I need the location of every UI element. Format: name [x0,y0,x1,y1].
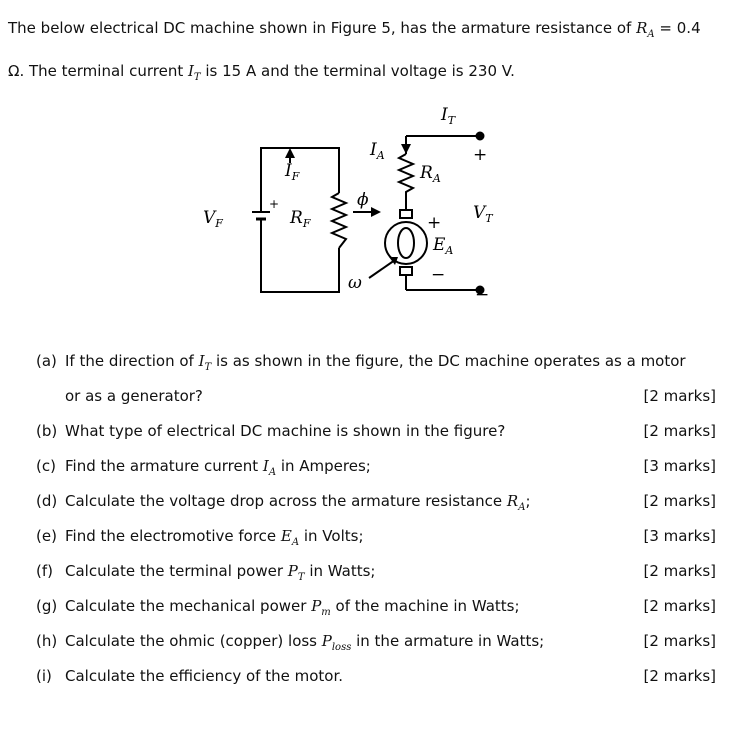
question-label: (a) [36,352,57,370]
terminal-plus: + [473,145,488,165]
question-label: (i) [36,667,52,685]
ia-label: $I_A$ [370,140,385,162]
question-item [36,559,716,583]
question-text: Calculate the voltage drop across the armature resistance $R_A$; [65,492,531,513]
ra-label: $R_A$ [420,163,441,185]
question-label: (d) [36,492,58,510]
terminal-top [477,133,484,140]
question-item [36,349,716,373]
question-item [36,489,716,513]
question-label: (b) [36,422,58,440]
ea-minus: − [431,265,446,285]
terminal-minus: − [475,285,490,305]
question-marks: [2 marks] [643,597,716,615]
question-text: Find the electromotive force $E_A$ in Volts; [65,527,364,548]
question-marks: [2 marks] [643,667,716,685]
problem-statement [8,10,743,96]
flux-arrow-head [371,207,381,217]
question-marks: [2 marks] [643,562,716,580]
question-text: or as a generator? [65,387,203,405]
field-top-wire [261,148,339,193]
question-marks: [2 marks] [643,422,716,440]
math-symbol: $I_T$ [198,352,212,373]
omega-label: ω [348,273,362,293]
question-text: Calculate the efficiency of the motor. [65,667,343,685]
question-text: Find the armature current $I_A$ in Amperes; [65,457,371,478]
question-marks: [2 marks] [643,492,716,510]
intro-text: The below electrical DC machine shown in Figure 5, has the armature resistance of [8,19,637,37]
question-item [36,454,716,478]
question-text: If the direction of $I_T$ is as shown in the figure, the DC machine operates as a motor [65,352,686,373]
field-resistor [332,193,346,248]
vf-label: $V_F$ [203,208,223,230]
question-label: (g) [36,597,58,615]
question-marks: [3 marks] [643,457,716,475]
brush-bottom [400,267,412,275]
if-arrow-head [285,148,295,158]
math-symbol: $I_A$ [262,457,277,478]
question-item [36,594,716,618]
question-label: (e) [36,527,57,545]
ea-plus: + [427,213,442,233]
if-label: $I_F$ [285,161,300,183]
question-marks: [2 marks] [643,632,716,650]
phi-label: ϕ [357,190,369,210]
intro-line-1 [8,10,743,53]
question-label: (f) [36,562,53,580]
question-label: (c) [36,457,56,475]
ea-label: $E_A$ [433,235,454,257]
question-marks: [3 marks] [643,527,716,545]
intro-text: is 15 A and the terminal voltage is 230 V. [200,62,515,80]
math-symbol: $P_T$ [287,562,305,583]
intro-line-2 [8,53,743,96]
question-marks: [2 marks] [643,387,716,405]
rf-label: $R_F$ [290,208,311,230]
it-symbol: $I_T$ [187,62,201,83]
vt-label: $V_T$ [473,203,493,225]
question-item [36,524,716,548]
question-text: Calculate the mechanical power $P_m$ of the machine in Watts; [65,597,520,618]
battery-plus: + [269,197,280,211]
intro-text: Ω. The terminal current [8,62,188,80]
ia-arrow-head [401,144,411,154]
brush-top [400,210,412,218]
ra-symbol: $R_A$ [636,19,655,40]
math-symbol: $P_m$ [311,597,331,618]
it-label: $I_T$ [441,105,456,127]
question-item [36,419,716,443]
question-item [36,664,716,688]
question-text: What type of electrical DC machine is shown in the figure? [65,422,506,440]
question-label: (h) [36,632,58,650]
math-symbol: $R_A$ [506,492,526,513]
question-text: Calculate the terminal power $P_T$ in Watts; [65,562,376,583]
intro-text: = 0.4 [654,19,701,37]
armature-resistor [399,154,413,210]
rotor-core [398,228,414,258]
math-symbol: $E_A$ [280,527,300,548]
field-bottom-wire [261,223,339,292]
speed-arrow-shaft [369,260,395,278]
circuit-diagram [195,100,515,305]
question-item [36,384,716,408]
math-symbol: $P_{loss}$ [321,632,352,653]
question-text: Calculate the ohmic (copper) loss $P_{loss}$ in the armature in Watts; [65,632,545,653]
question-item [36,629,716,653]
